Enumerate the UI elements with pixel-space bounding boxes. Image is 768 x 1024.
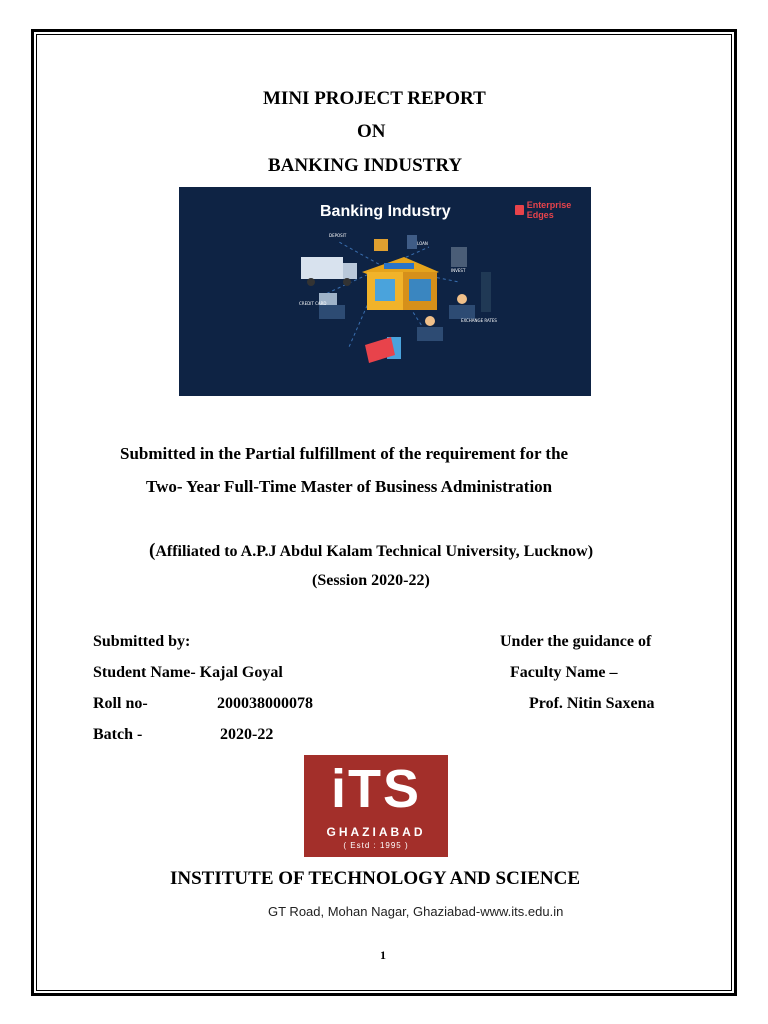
report-title-line1: MINI PROJECT REPORT	[263, 88, 486, 109]
svg-text:LOAN: LOAN	[417, 241, 428, 246]
affiliation-line	[149, 540, 593, 562]
faculty-name: Prof. Nitin Saxena	[529, 695, 655, 712]
svg-text:INVEST: INVEST	[451, 268, 466, 273]
guidance-heading: Under the guidance of	[500, 633, 652, 650]
affiliation-open-paren: (	[149, 540, 156, 561]
batch-label: Batch -	[93, 726, 143, 743]
banner-brand	[515, 200, 591, 220]
svg-text:CREDIT CARD: CREDIT CARD	[299, 301, 327, 306]
svg-text:EXCHANGE RATES: EXCHANGE RATES	[461, 318, 497, 323]
report-title-line3: BANKING INDUSTRY	[268, 155, 463, 176]
banner-brand-text: Enterprise Edges	[526, 200, 572, 220]
its-logo	[304, 755, 448, 857]
batch-value: 2020-22	[220, 726, 274, 743]
submitted-by-heading: Submitted by:	[93, 633, 191, 650]
session-line: (Session 2020-22)	[312, 572, 430, 589]
submission-line1: Submitted in the Partial fulfillment of the requirement for the	[120, 444, 569, 463]
faculty-label: Faculty Name –	[510, 664, 618, 681]
roll-value: 200038000078	[217, 695, 313, 712]
banking-industry-banner	[179, 187, 591, 396]
affiliation-text: Affiliated to A.P.J Abdul Kalam Technical University, Lucknow)	[155, 543, 594, 560]
report-title-line2: ON	[357, 121, 386, 142]
student-name: Student Name- Kajal Goyal	[93, 664, 283, 681]
banner-title: Banking Industry	[320, 203, 451, 220]
roll-label: Roll no-	[93, 695, 148, 712]
logo-estd: ( Estd : 1995 )	[343, 841, 409, 850]
enterprise-edges-logo-icon	[515, 205, 524, 215]
institute-name: INSTITUTE OF TECHNOLOGY AND SCIENCE	[170, 868, 581, 889]
logo-its-text: iTS	[330, 759, 421, 819]
svg-text:DEPOSIT: DEPOSIT	[329, 233, 347, 238]
logo-city: GHAZIABAD	[326, 825, 426, 839]
institute-address: GT Road, Mohan Nagar, Ghaziabad-www.its.edu.in	[268, 904, 564, 919]
submission-line2: Two- Year Full-Time Master of Business Administration	[146, 477, 553, 496]
page-number: 1	[380, 948, 386, 962]
